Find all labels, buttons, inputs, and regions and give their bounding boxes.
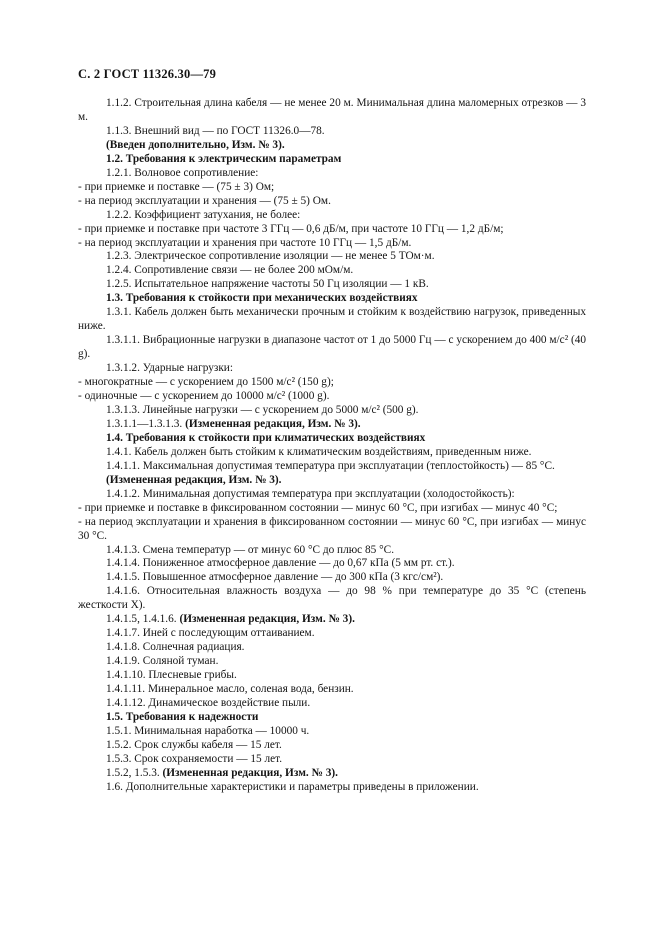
paragraph <box>78 627 586 641</box>
paragraph <box>78 725 586 739</box>
section-heading <box>78 613 586 627</box>
paragraph <box>78 167 586 181</box>
paragraph <box>78 223 586 237</box>
paragraph-text: - одиночные — с ускорением до 10000 м/с² (1000 g). <box>78 390 330 403</box>
paragraph-text: 1.5.2. Срок службы кабеля — 15 лет. <box>106 738 282 751</box>
section-heading <box>78 153 586 167</box>
paragraph-text: 1.4.1.5. Повышенное атмосферное давление — до 300 кПа (3 кгс/см²). <box>106 571 444 584</box>
paragraph-text: 1.4.1.1. Максимальная допустимая температура при эксплуатации (теплостойкость) — 85 °С. <box>106 459 555 472</box>
paragraph-text: 1.4.1.6. Относительная влажность воздуха — до 98 % при температуре до 35 °С (степень жесткости X). <box>78 585 586 612</box>
bold-text: 1.2. Требования к электрическим параметрам <box>106 152 342 165</box>
paragraph-text: 1.5.1. Минимальная наработка — 10000 ч. <box>106 724 310 737</box>
paragraph-text: 1.1.2. Строительная длина кабеля — не менее 20 м. Минимальная длина маломерных отрезков — 3 м. <box>78 97 586 123</box>
section-heading <box>78 432 586 446</box>
bold-text: (Измененная редакция, Изм. № 3). <box>106 473 282 486</box>
bold-text: (Введен дополнительно, Изм. № 3). <box>106 138 285 151</box>
paragraph-text: 1.4.1.10. Плесневые грибы. <box>106 669 237 682</box>
paragraph <box>78 460 586 474</box>
paragraph <box>78 544 586 558</box>
paragraph <box>78 362 586 376</box>
paragraph <box>78 655 586 669</box>
document-body <box>78 97 586 795</box>
amendment-reference: 1.4.1.5, 1.4.1.6. <box>106 613 180 626</box>
paragraph <box>78 390 586 404</box>
bold-text: (Измененная редакция, Изм. № 3). <box>179 613 355 626</box>
paragraph <box>78 557 586 571</box>
paragraph-text: 1.4.1.8. Солнечная радиация. <box>106 641 245 654</box>
paragraph-text: 1.2.3. Электрическое сопротивление изоляции — не менее 5 ТОм·м. <box>106 250 435 263</box>
paragraph <box>78 753 586 767</box>
paragraph-text: 1.5.3. Срок сохраняемости — 15 лет. <box>106 752 283 765</box>
paragraph-text: 1.4.1.7. Иней с последующим оттаиванием. <box>106 627 315 640</box>
paragraph-text: - при приемке и поставке — (75 ± 3) Ом; <box>78 180 275 193</box>
paragraph <box>78 641 586 655</box>
paragraph <box>78 585 586 613</box>
bold-text: (Измененная редакция, Изм. № 3). <box>162 766 338 779</box>
section-heading <box>78 139 586 153</box>
paragraph-text: 1.3.1.1. Вибрационные нагрузки в диапазоне частот от 1 до 5000 Гц — с ускорением до 400 м/с² (40 g). <box>78 334 586 361</box>
paragraph <box>78 278 586 292</box>
paragraph-text: 1.3.1.3. Линейные нагрузки — с ускорением до 5000 м/с² (500 g). <box>106 403 419 416</box>
paragraph-text: - на период эксплуатации и хранения — (75 ± 5) Ом. <box>78 194 331 207</box>
bold-text: 1.4. Требования к стойкости при климатических воздействиях <box>106 431 426 444</box>
paragraph <box>78 181 586 195</box>
paragraph <box>78 264 586 278</box>
bold-text: (Измененная редакция, Изм. № 3). <box>185 417 361 430</box>
paragraph <box>78 306 586 334</box>
paragraph-text: 1.2.2. Коэффициент затухания, не более: <box>106 208 301 221</box>
paragraph <box>78 250 586 264</box>
paragraph <box>78 739 586 753</box>
paragraph <box>78 571 586 585</box>
paragraph-text: 1.4.1.11. Минеральное масло, соленая вода, бензин. <box>106 683 354 696</box>
page-header: С. 2 ГОСТ 11326.30—79 <box>78 67 217 81</box>
paragraph-text: 1.4.1.4. Пониженное атмосферное давление — до 0,67 кПа (5 мм рт. ст.). <box>106 557 455 570</box>
paragraph-text: - на период эксплуатации и хранения в фиксированном состоянии — минус 60 °С, при изгибах — минус 30 °С. <box>78 515 586 542</box>
paragraph-text: 1.4.1.9. Соляной туман. <box>106 655 219 668</box>
paragraph-text: - на период эксплуатации и хранения при частоте 10 ГГц — 1,5 дБ/м. <box>78 236 412 249</box>
bold-text: 1.5. Требования к надежности <box>106 710 259 723</box>
paragraph <box>78 669 586 683</box>
paragraph <box>78 237 586 251</box>
paragraph-text: 1.4.1.12. Динамическое воздействие пыли. <box>106 696 311 709</box>
paragraph-text: - при приемке и поставке при частоте 3 ГГц — 0,6 дБ/м, при частоте 10 ГГц — 1,2 дБ/м; <box>78 222 504 235</box>
section-heading <box>78 418 586 432</box>
paragraph-text: 1.4.1.2. Минимальная допустимая температура при эксплуатации (холодостойкость): <box>106 487 515 500</box>
paragraph <box>78 404 586 418</box>
amendment-reference: 1.5.2, 1.5.3. <box>106 766 163 779</box>
paragraph-text: 1.3.1. Кабель должен быть механически прочным и стойким к воздействию нагрузок, приведенных ниже. <box>78 306 586 333</box>
paragraph <box>78 195 586 209</box>
paragraph-text: - при приемке и поставке в фиксированном состоянии — минус 60 °С, при изгибах — минус 40 °С; <box>78 501 558 514</box>
paragraph-text: 1.6. Дополнительные характеристики и параметры приведены в приложении. <box>106 780 479 793</box>
paragraph <box>78 209 586 223</box>
paragraph-text: - многократные — с ускорением до 1500 м/с² (150 g); <box>78 376 334 389</box>
paragraph-text: 1.1.3. Внешний вид — по ГОСТ 11326.0—78. <box>106 124 325 137</box>
section-heading <box>78 292 586 306</box>
paragraph <box>78 97 586 125</box>
section-heading <box>78 711 586 725</box>
paragraph-text: 1.2.5. Испытательное напряжение частоты 50 Гц изоляции — 1 кВ. <box>106 278 429 291</box>
section-heading <box>78 767 586 781</box>
paragraph <box>78 683 586 697</box>
paragraph <box>78 516 586 544</box>
paragraph <box>78 446 586 460</box>
paragraph <box>78 488 586 502</box>
paragraph-text: 1.4.1. Кабель должен быть стойким к климатическим воздействиям, приведенным ниже. <box>106 445 532 458</box>
paragraph <box>78 334 586 362</box>
paragraph <box>78 502 586 516</box>
paragraph <box>78 376 586 390</box>
paragraph <box>78 781 586 795</box>
bold-text: 1.3. Требования к стойкости при механических воздействиях <box>106 292 418 305</box>
paragraph-text: 1.2.4. Сопротивление связи — не более 200 мОм/м. <box>106 264 354 277</box>
amendment-reference: 1.3.1.1—1.3.1.3. <box>106 417 186 430</box>
paragraph-text: 1.4.1.3. Смена температур — от минус 60 °С до плюс 85 °С. <box>106 543 395 556</box>
paragraph-text: 1.3.1.2. Ударные нагрузки: <box>106 362 233 375</box>
section-heading <box>78 474 586 488</box>
paragraph <box>78 125 586 139</box>
paragraph-text: 1.2.1. Волновое сопротивление: <box>106 166 259 179</box>
paragraph <box>78 697 586 711</box>
